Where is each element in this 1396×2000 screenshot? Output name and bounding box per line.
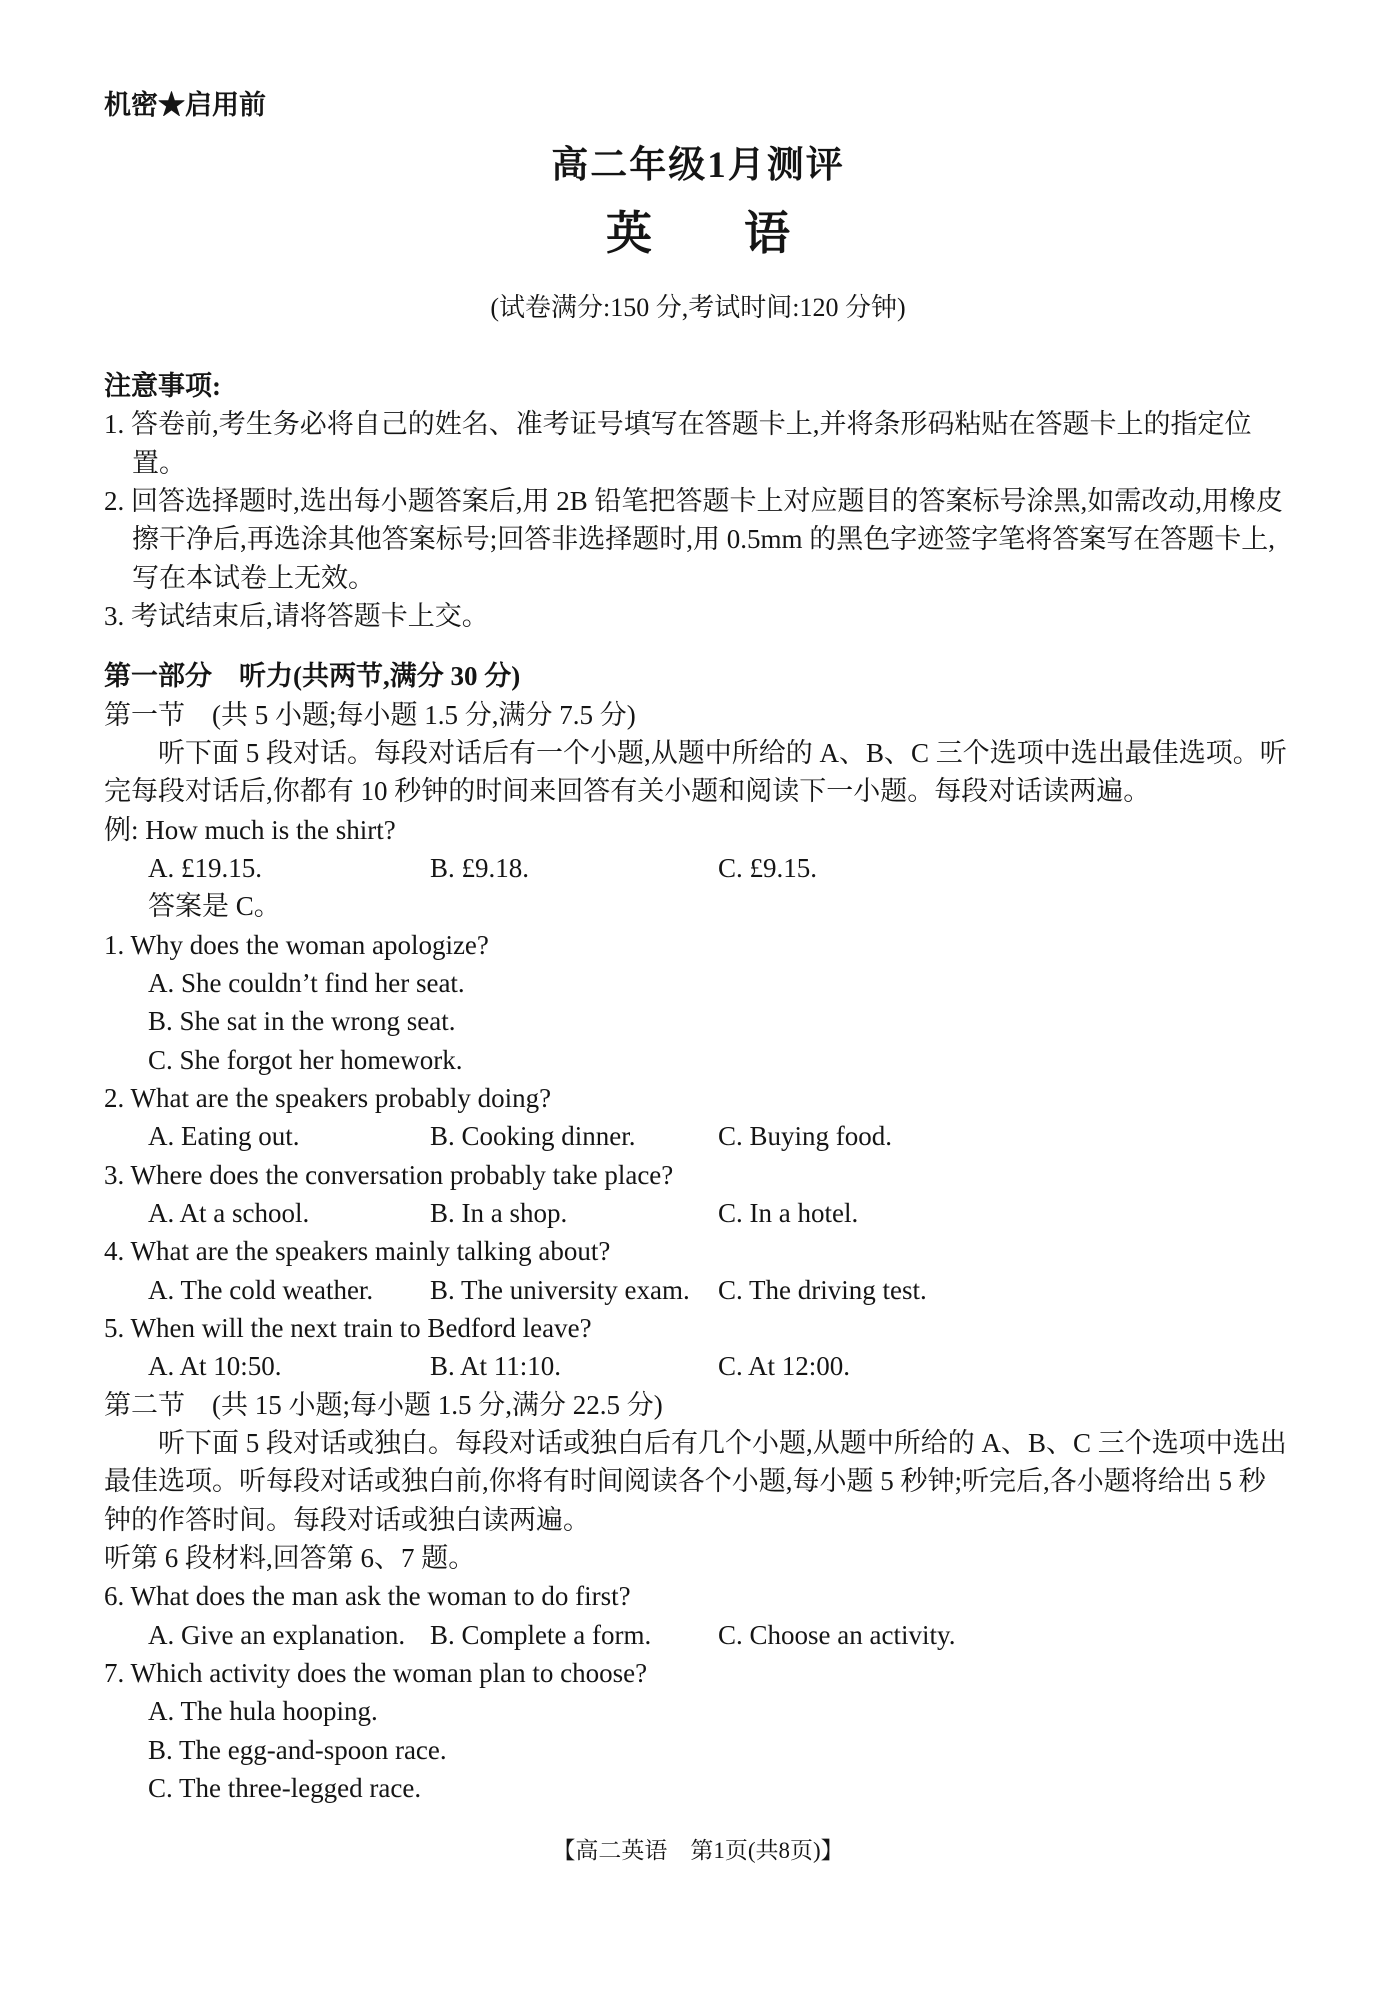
option-b: B. The university exam. <box>430 1274 690 1305</box>
option-b: B. £9.18. <box>430 853 530 884</box>
material-note: 听第 6 段材料,回答第 6、7 题。 <box>104 1542 476 1573</box>
option-c: C. Choose an activity. <box>718 1619 956 1650</box>
notes-heading: 注意事项: <box>104 371 221 402</box>
notes-section <box>104 367 1292 635</box>
option-a: A. At a school. <box>148 1197 310 1228</box>
exam-subject: 英 语 <box>606 207 790 259</box>
example-stem: 例: How much is the shirt? <box>104 814 396 845</box>
option-b: B. Cooking dinner. <box>430 1121 636 1152</box>
note-item: 2. 回答选择题时,选出每小题答案后,用 2B 铅笔把答题卡上对应题目的答案标号涂黑,如需改动,用橡皮擦干净后,再选涂其他答案标号;回答非选择题时,用 0.5mm 的黑色字迹签字笔将答案写在答题卡上,写在本试卷上无效。 <box>104 486 1284 593</box>
option-b: B. Complete a form. <box>430 1619 652 1650</box>
option-a: A. The cold weather. <box>148 1274 374 1305</box>
option-a: A. Eating out. <box>148 1121 300 1152</box>
option-b: B. She sat in the wrong seat. <box>148 1006 456 1037</box>
option-c: C. The three-legged race. <box>148 1772 422 1803</box>
question-options <box>104 964 1292 1079</box>
exam-info-line: (试卷满分:150 分,考试时间:120 分钟) <box>490 293 906 323</box>
option-b: B. In a shop. <box>430 1197 568 1228</box>
note-item: 3. 考试结束后,请将答题卡上交。 <box>104 601 489 632</box>
option-c: C. She forgot her homework. <box>148 1044 463 1075</box>
question-stem: 3. Where does the conversation probably take place? <box>104 1159 674 1190</box>
option-c: C. £9.15. <box>718 853 818 884</box>
question-options <box>104 1692 1292 1807</box>
exam-title: 高二年级1月测评 <box>551 145 845 187</box>
page-footer: 【高二英语 第1页(共8页)】 <box>552 1838 844 1864</box>
option-c: C. The driving test. <box>718 1274 927 1305</box>
question-options <box>104 1117 1292 1155</box>
option-c: C. Buying food. <box>718 1121 893 1152</box>
listening-part <box>104 657 1292 1807</box>
question-options <box>104 1271 1292 1309</box>
option-c: C. At 12:00. <box>718 1351 851 1382</box>
section2-intro: 听下面 5 段对话或独白。每段对话或独白后有几个小题,从题中所给的 A、B、C 三个选项中选出最佳选项。听每段对话或独白前,你将有时间阅读各个小题,每小题 5 秒钟;听完后,各小题将给出 5 秒钟的作答时间。每段对话或独白读两遍。 <box>104 1427 1287 1535</box>
question-options <box>104 1616 1292 1654</box>
option-c: C. In a hotel. <box>718 1197 859 1228</box>
example-answer: 答案是 C。 <box>148 891 281 922</box>
option-a: A. At 10:50. <box>148 1351 282 1382</box>
question-stem: 7. Which activity does the woman plan to choose? <box>104 1657 648 1688</box>
question-stem: 1. Why does the woman apologize? <box>104 929 489 960</box>
section2-heading: 第二节 (共 15 小题;每小题 1.5 分,满分 22.5 分) <box>104 1389 663 1420</box>
question-stem: 2. What are the speakers probably doing? <box>104 1082 552 1113</box>
option-b: B. The egg-and-spoon race. <box>148 1734 447 1765</box>
option-a: A. She couldn’t find her seat. <box>148 968 465 998</box>
section1-heading: 第一节 (共 5 小题;每小题 1.5 分,满分 7.5 分) <box>104 699 636 730</box>
option-a: A. The hula hooping. <box>148 1696 378 1727</box>
note-item: 1. 答卷前,考生务必将自己的姓名、准考证号填写在答题卡上,并将条形码粘贴在答题卡上的指定位置。 <box>104 409 1252 478</box>
section1-intro: 听下面 5 段对话。每段对话后有一个小题,从题中所给的 A、B、C 三个选项中选出最佳选项。听完每段对话后,你都有 10 秒钟的时间来回答有关小题和阅读下一小题。每段对话读两遍。 <box>104 738 1287 807</box>
option-a: A. £19.15. <box>148 853 262 884</box>
option-a: A. Give an explanation. <box>148 1619 406 1650</box>
question-stem: 5. When will the next train to Bedford leave? <box>104 1312 592 1343</box>
part1-heading: 第一部分 听力(共两节,满分 30 分) <box>104 661 521 692</box>
question-options <box>104 1194 1292 1232</box>
classification-label: 机密★启用前 <box>104 90 266 120</box>
example-options <box>104 849 1292 887</box>
question-stem: 4. What are the speakers mainly talking about? <box>104 1236 611 1267</box>
question-options <box>104 1347 1292 1385</box>
option-b: B. At 11:10. <box>430 1351 562 1382</box>
question-stem: 6. What does the man ask the woman to do first? <box>104 1581 631 1612</box>
